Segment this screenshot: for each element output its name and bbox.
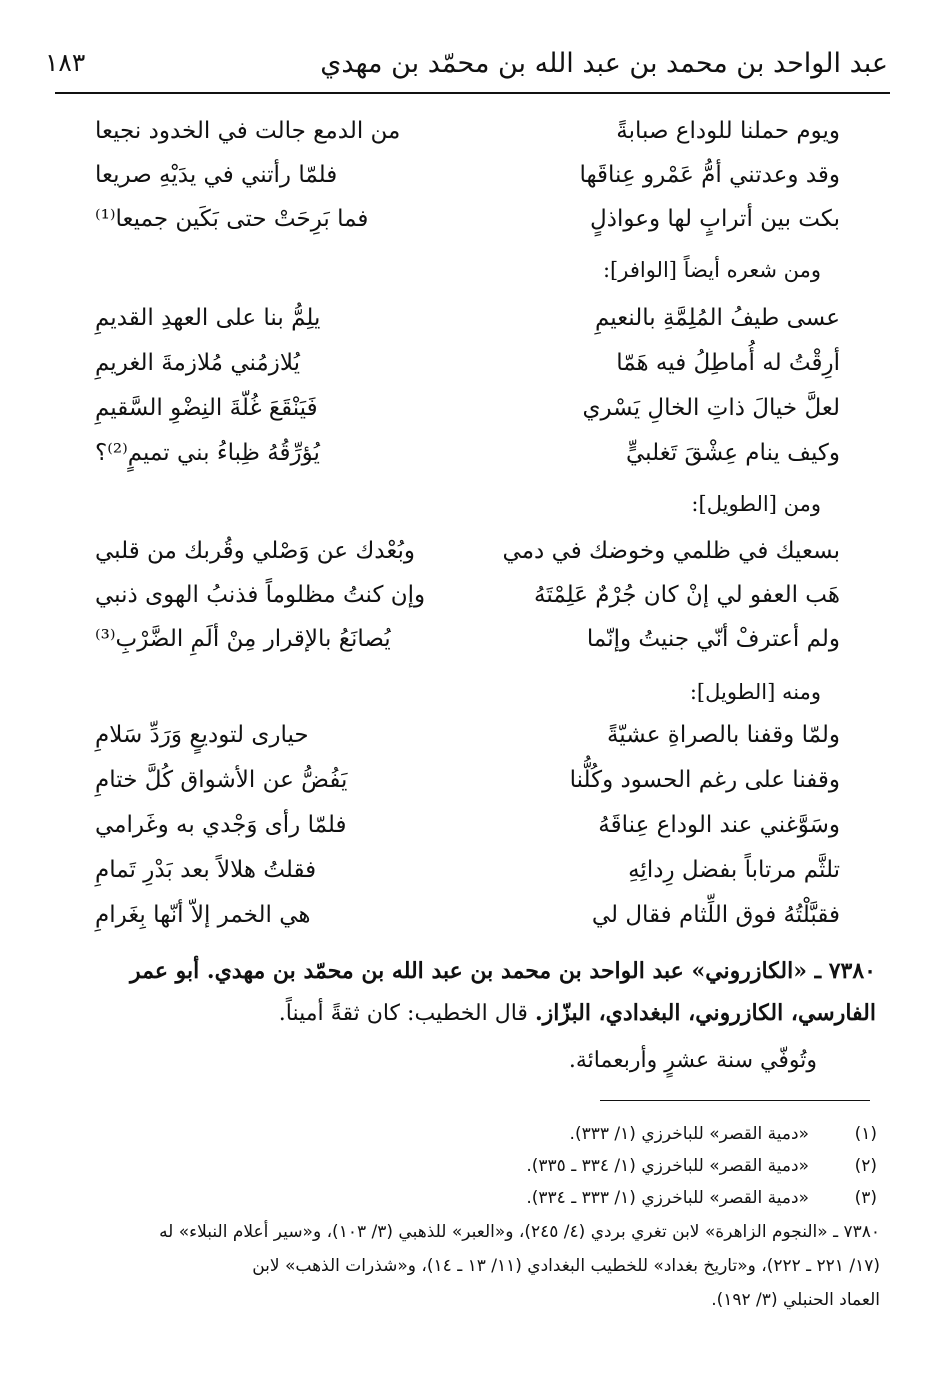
running-header — [45, 40, 888, 88]
verse-second-hemistich: يُلازمُني مُلازمةَ الغريمِ — [95, 350, 300, 376]
verse-line — [95, 118, 840, 158]
verse-line — [95, 538, 840, 578]
poem-intro: ومنه [الطويل]: — [689, 680, 821, 704]
verse-first-hemistich: وكيف ينام عِشْقَ تَغلبيٍّ — [626, 440, 840, 466]
verse-first-hemistich: ولمّا وقفنا بالصراةِ عشيّةً — [606, 722, 840, 748]
verse-second-hemistich: من الدمع جالت في الخدود نجيعا — [95, 118, 401, 144]
header-title: عبد الواحد بن محمد بن عبد الله بن محمّد بن مهدي — [320, 48, 888, 79]
verse-line — [95, 626, 840, 666]
verse-first-hemistich: وسَوَّغني عند الوداع عِناقَهُ — [598, 812, 840, 838]
verse-first-hemistich: أرِقْتُ له أُماطِلُ فيه هَمّا — [616, 350, 840, 376]
verse-first-hemistich: لعلَّ خيالَ ذاتِ الخالِ يَسْري — [582, 395, 840, 421]
entry-heading — [52, 958, 876, 984]
verse-second-hemistich: فلمّا رأى وَجْدي به وغَرامي — [95, 812, 347, 838]
verse-line — [95, 582, 840, 622]
verse-first-hemistich: بكت بين أترابٍ لها وعواذلٍ — [590, 206, 840, 232]
verse-second-hemistich: وإن كنتُ مظلوماً فذنبُ الهوى ذنبي — [95, 582, 426, 608]
entry-body-line — [52, 1000, 876, 1026]
poem-intro: ومن [الطويل]: — [691, 492, 821, 516]
verse-first-hemistich: ولم أعترفْ أنّي جنيتُ وإنّما — [586, 626, 840, 652]
verse-first-hemistich: ويوم حملنا للوداع صبابةً — [616, 118, 840, 144]
footnote-text: «دمية القصر» للباخرزي (١/ ٣٣٣). — [569, 1124, 809, 1144]
verse-first-hemistich: تلثَّم مرتاباً بفضل رِدائِهِ — [628, 857, 840, 883]
source-line: ٧٣٨٠ ـ «النجوم الزاهرة» لابن تغري بردي (٤/ ٢٤٥)، و«العبر» للذهبي (٣/ ١٠٣)، و«سير أعلام النبلاء» له — [159, 1222, 880, 1242]
verse-first-hemistich: هَب العفو لي إنْ كان جُرْمٌ عَلِمْتَهُ — [534, 582, 840, 608]
footnote-text: «دمية القصر» للباخرزي (١/ ٣٣٤ ـ ٣٣٥). — [526, 1156, 809, 1176]
verse-line — [95, 857, 840, 897]
verse-second-hemistich: وبُعْدك عن وَصْلي وقُربك من قلبي — [95, 538, 415, 564]
verse-first-hemistich: وقفنا على رغم الحسود وكُلُّنا — [569, 767, 840, 793]
footnote-number: (١) — [854, 1124, 877, 1144]
verse-line — [95, 440, 840, 480]
verse-first-hemistich: وقد وعدتني أمُّ عَمْرو عِناقَها — [579, 162, 840, 188]
footnote-number: (٣) — [854, 1188, 877, 1208]
entry-death-line — [52, 1048, 817, 1073]
page-number: ١٨٣ — [45, 48, 86, 77]
verse-line — [95, 305, 840, 345]
verse-second-hemistich: حيارى لتوديعٍ وَرَدِّ سَلامِ — [95, 722, 309, 748]
verse-line — [95, 902, 840, 942]
verse-line — [95, 206, 840, 246]
verse-second-hemistich: يُؤرِّقُهُ ظِباءُ بني تميمٍ⁽²⁾؟ — [95, 440, 320, 466]
source-line: العماد الحنبلي (٣/ ١٩٢). — [711, 1290, 880, 1310]
header-divider — [55, 92, 890, 94]
verse-second-hemistich: يلِمُّ بنا على العهدِ القديمِ — [95, 305, 321, 331]
verse-second-hemistich: فقلتُ هلالاً بعد بَدْرِ تَمامِ — [95, 857, 317, 883]
verse-line — [95, 395, 840, 435]
verse-second-hemistich: يَفُضُّ عن الأشواق كُلَّ ختامِ — [95, 767, 348, 793]
verse-second-hemistich: فما بَرِحَتْ حتى بَكَين جميعا⁽¹⁾ — [95, 206, 369, 232]
verse-line — [95, 350, 840, 390]
verse-first-hemistich: بسعيك في ظلمي وخوضك في دمي — [502, 538, 840, 564]
entry-title: ٧٣٨٠ ـ «الكازروني» عبد الواحد بن محمد بن عبد الله بن محمّد بن مهدي. أبو عمر — [130, 958, 876, 984]
verse-second-hemistich: يُصانَعُ بالإقرار مِنْ ألَمِ الضَّرْبِ⁽³⁾ — [95, 626, 391, 652]
verse-line — [95, 722, 840, 762]
verse-second-hemistich: فلمّا رأتني في يدَيْهِ صريعا — [95, 162, 338, 188]
verse-line — [95, 812, 840, 852]
verse-second-hemistich: هي الخمر إلاّ أنّها بِغَرامِ — [95, 902, 311, 928]
footnote-divider — [600, 1100, 870, 1101]
source-line: (١٧/ ٢٢١ ـ ٢٢٢)، و«تاريخ بغداد» للخطيب البغدادي (١١/ ١٣ ـ ١٤)، و«شذرات الذهب» لابن — [252, 1256, 880, 1276]
entry-grading: قال الخطيب: كان ثقةً أميناً. — [278, 1001, 535, 1026]
verse-line — [95, 767, 840, 807]
entry-nisbas: الفارسي، الكازروني، البغدادي، البزّاز. — [534, 1000, 876, 1026]
verse-second-hemistich: فَيَنْقَعَ غُلّةَ النِضْوِ السَّقيمِ — [95, 395, 318, 421]
verse-first-hemistich: عسى طيفُ المُلِمَّةِ بالنعيمِ — [594, 305, 840, 331]
entry-death: وتُوفّي سنة عشرٍ وأربعمائة. — [568, 1048, 817, 1073]
footnote-number: (٢) — [854, 1156, 877, 1176]
verse-line — [95, 162, 840, 202]
verse-first-hemistich: فقبَّلْتُهُ فوق اللِّثام فقال لي — [591, 902, 840, 928]
poem-intro: ومن شعره أيضاً [الوافر]: — [602, 258, 821, 282]
footnote-text: «دمية القصر» للباخرزي (١/ ٣٣٣ ـ ٣٣٤). — [526, 1188, 809, 1208]
